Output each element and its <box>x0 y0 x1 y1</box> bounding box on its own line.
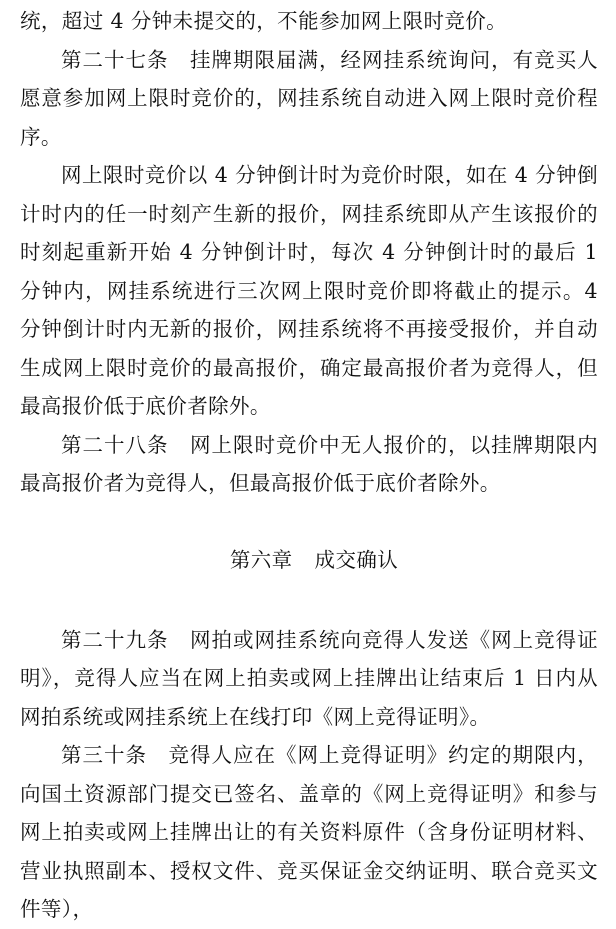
paragraph-article-27: 第二十七条 挂牌期限届满，经网挂系统询问，有竞买人愿意参加网上限时竞价的，网挂系统自动进入网上限时竞价程序。 <box>20 47 598 149</box>
paragraph-article-28: 第二十八条 网上限时竞价中无人报价的，以挂牌期限内最高报价者为竞得人，但最高报价低于底价者除外。 <box>20 432 598 495</box>
paragraph-continuation: 统，超过 4 分钟未提交的，不能参加网上限时竞价。 <box>20 9 508 33</box>
chapter-title: 成交确认 <box>314 547 399 572</box>
paragraph-article-30: 第三十条 竞得人应在《网上竞得证明》约定的期限内，向国土资源部门提交已签名、盖章的《网上竞得证明》和参与网上拍卖或网上挂牌出让的有关资料原件（含身份证明材料、营业执照副本、授权文件、竞买保证金交纳证明、联合竞买文件等）， <box>20 743 598 921</box>
chapter-number: 第六章 <box>229 547 293 572</box>
paragraph-article-29: 第二十九条 网拍或网挂系统向竞得人发送《网上竞得证明》，竞得人应当在网上拍卖或网上挂牌出让结束后 1 日内从网拍系统或网挂系统上在线打印《网上竞得证明》。 <box>20 627 598 729</box>
paragraph-countdown-rules: 网上限时竞价以 4 分钟倒计时为竞价时限，如在 4 分钟倒计时内的任一时刻产生新的报价，网挂系统即从产生该报价的时刻起重新开始 4 分钟倒计时，每次 4 分钟倒计时的最后 1 分钟内，网挂系统进行三次网上限时竞价即将截止的提示。4 分钟倒计时内无新的报价，网挂系统将不再接受报价，并自动生成网上限时竞价的最高报价，确定最高报价者为竞得人，但最高报价低于底价者除外。 <box>20 163 598 418</box>
chapter-heading <box>20 541 598 579</box>
